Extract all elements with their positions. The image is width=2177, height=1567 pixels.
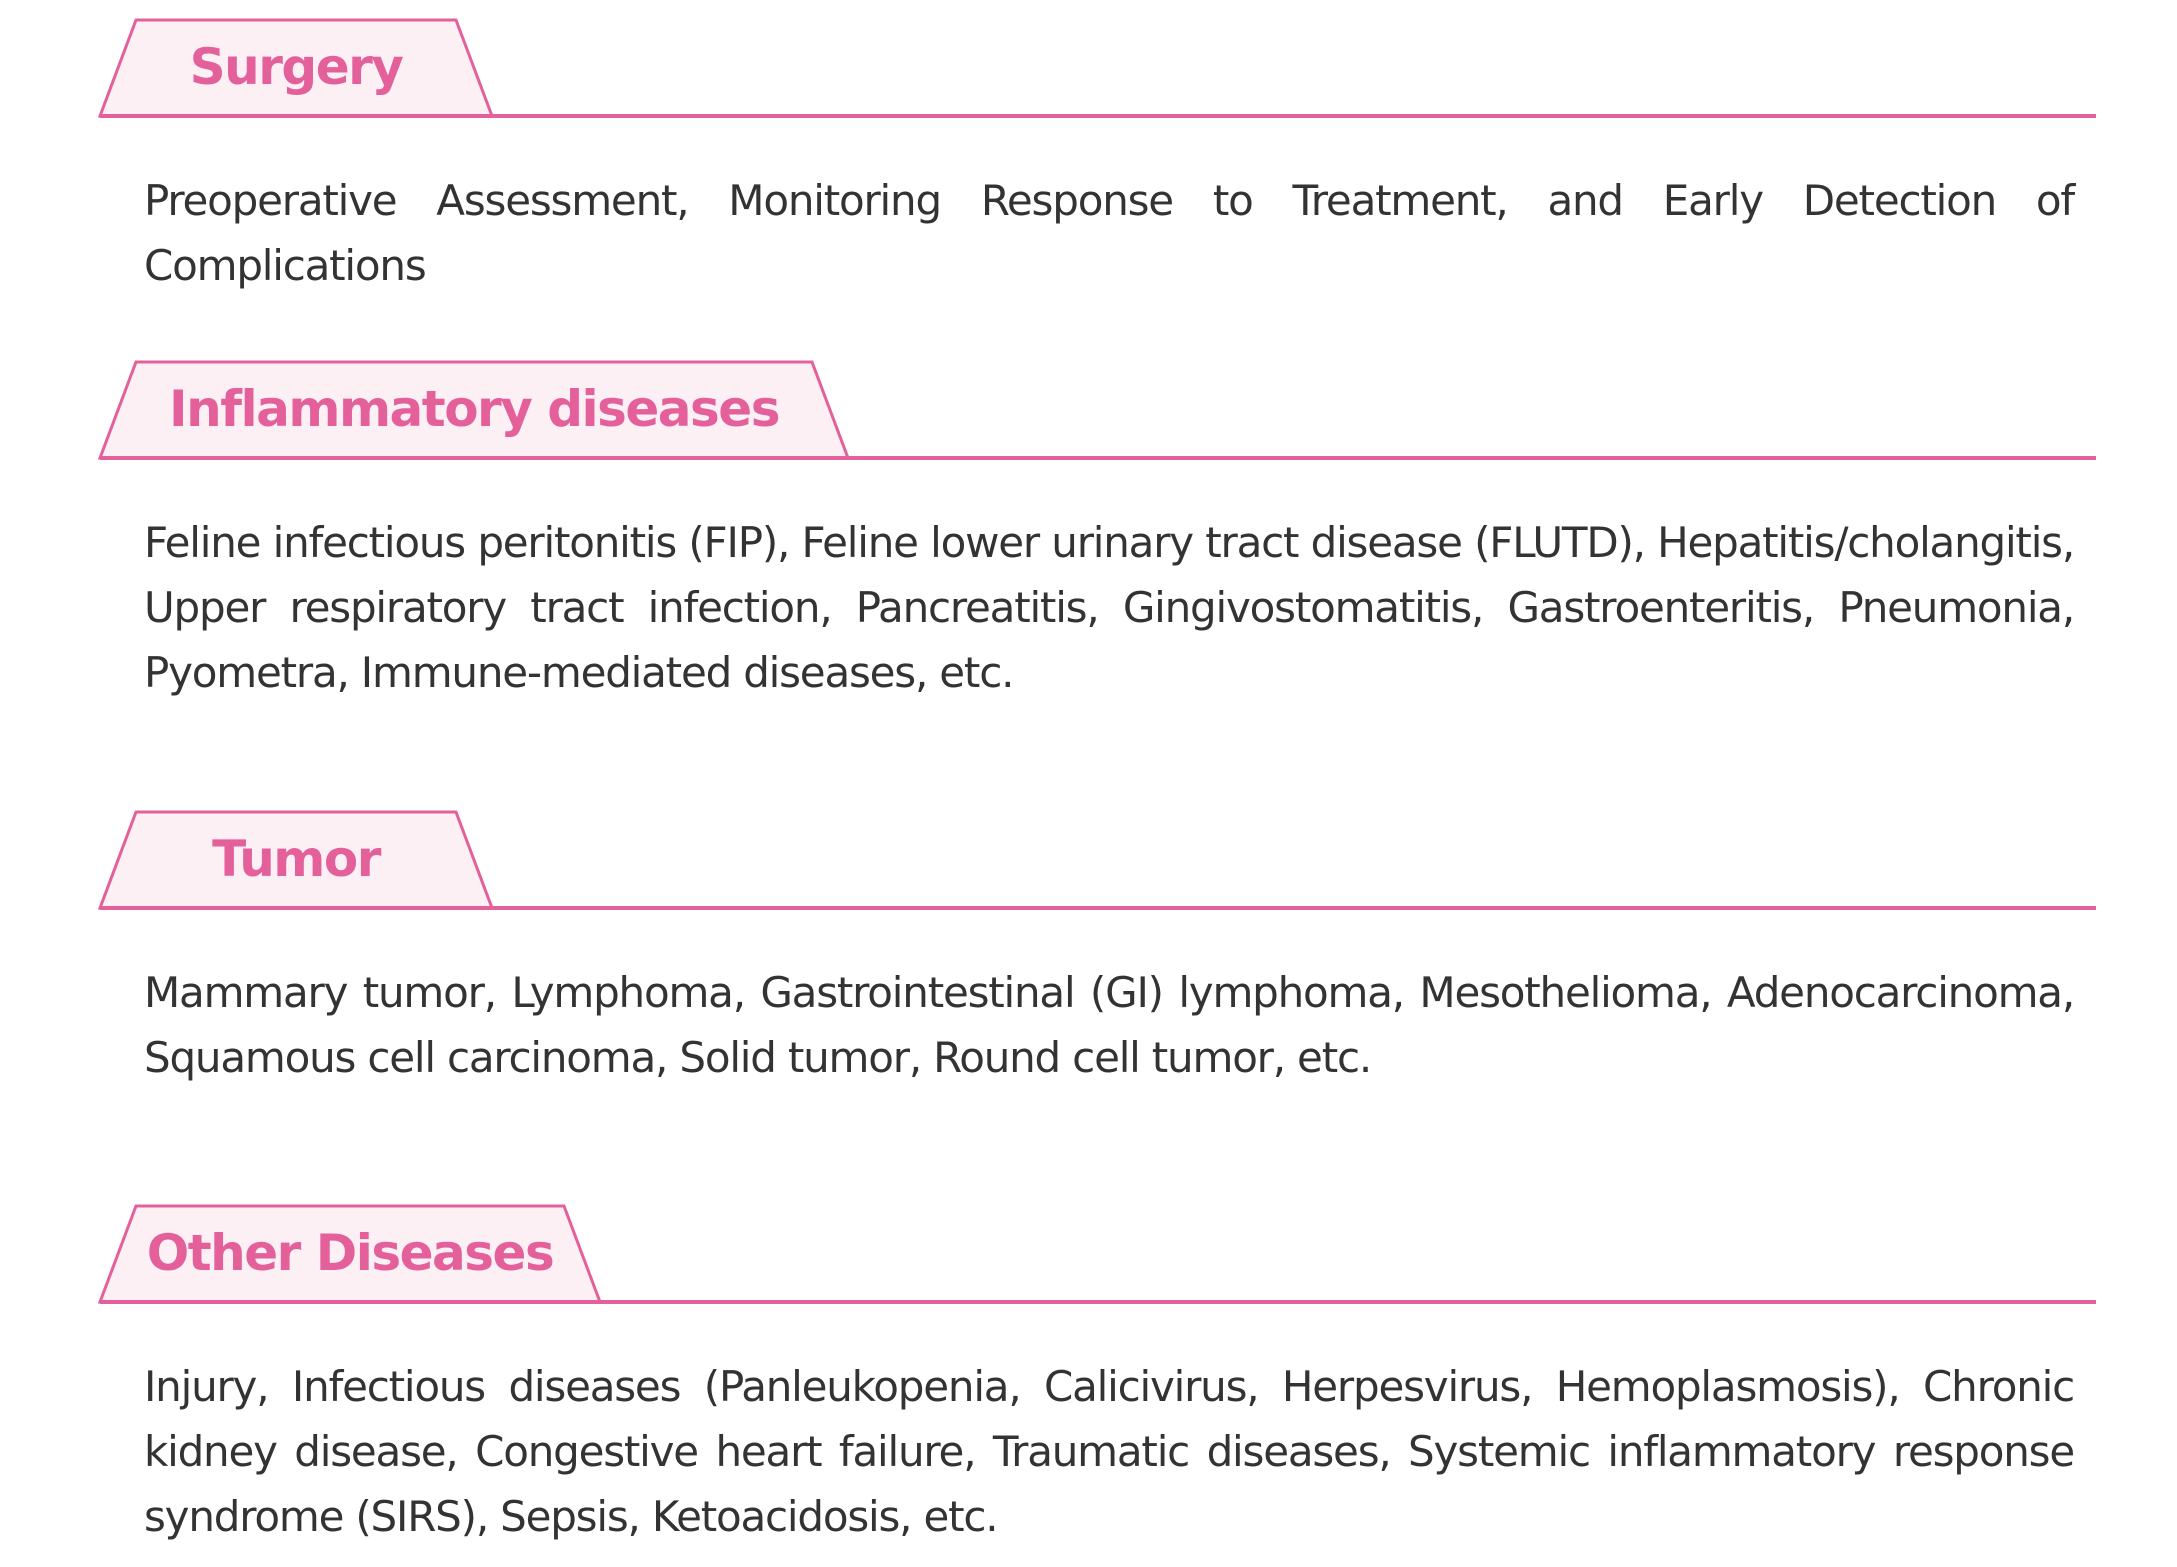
section-divider [100, 1300, 2096, 1304]
section-divider [100, 456, 2096, 460]
section-body: Injury, Infectious diseases (Panleukopenia, Calicivirus, Herpesvirus, Hemoplasmosis), Chronic kidney disease, Congestive heart failure, Traumatic diseases, Systemic inflammatory response syndrome (SIRS), Sepsis, Ketoacidosis, etc. [144, 1362, 2074, 1541]
section-body: Mammary tumor, Lymphoma, Gastrointestinal (GI) lymphoma, Mesothelioma, Adenocarcinoma, Squamous cell carcinoma, Solid tumor, Round cell tumor, etc. [144, 968, 2074, 1082]
section-body: Preoperative Assessment, Monitoring Response to Treatment, and Early Detection of Complications [144, 176, 2074, 290]
section-tab [100, 1204, 600, 1302]
section-tab [100, 810, 492, 908]
section-body: Feline infectious peritonitis (FIP), Feline lower urinary tract disease (FLUTD), Hepatitis/cholangitis, Upper respiratory tract infection, Pancreatitis, Gingivostomatitis, Gastroenteritis, Pneumonia, Pyometra, Immune-mediated diseases, etc. [144, 518, 2074, 697]
section-tab [100, 18, 492, 116]
section-tab [100, 360, 848, 458]
section-divider [100, 906, 2096, 910]
section-title: Inflammatory diseases [169, 380, 779, 438]
section-title: Tumor [212, 830, 380, 888]
section-title: Other Diseases [146, 1224, 554, 1282]
section-title: Surgery [189, 38, 403, 96]
section-divider [100, 114, 2096, 118]
